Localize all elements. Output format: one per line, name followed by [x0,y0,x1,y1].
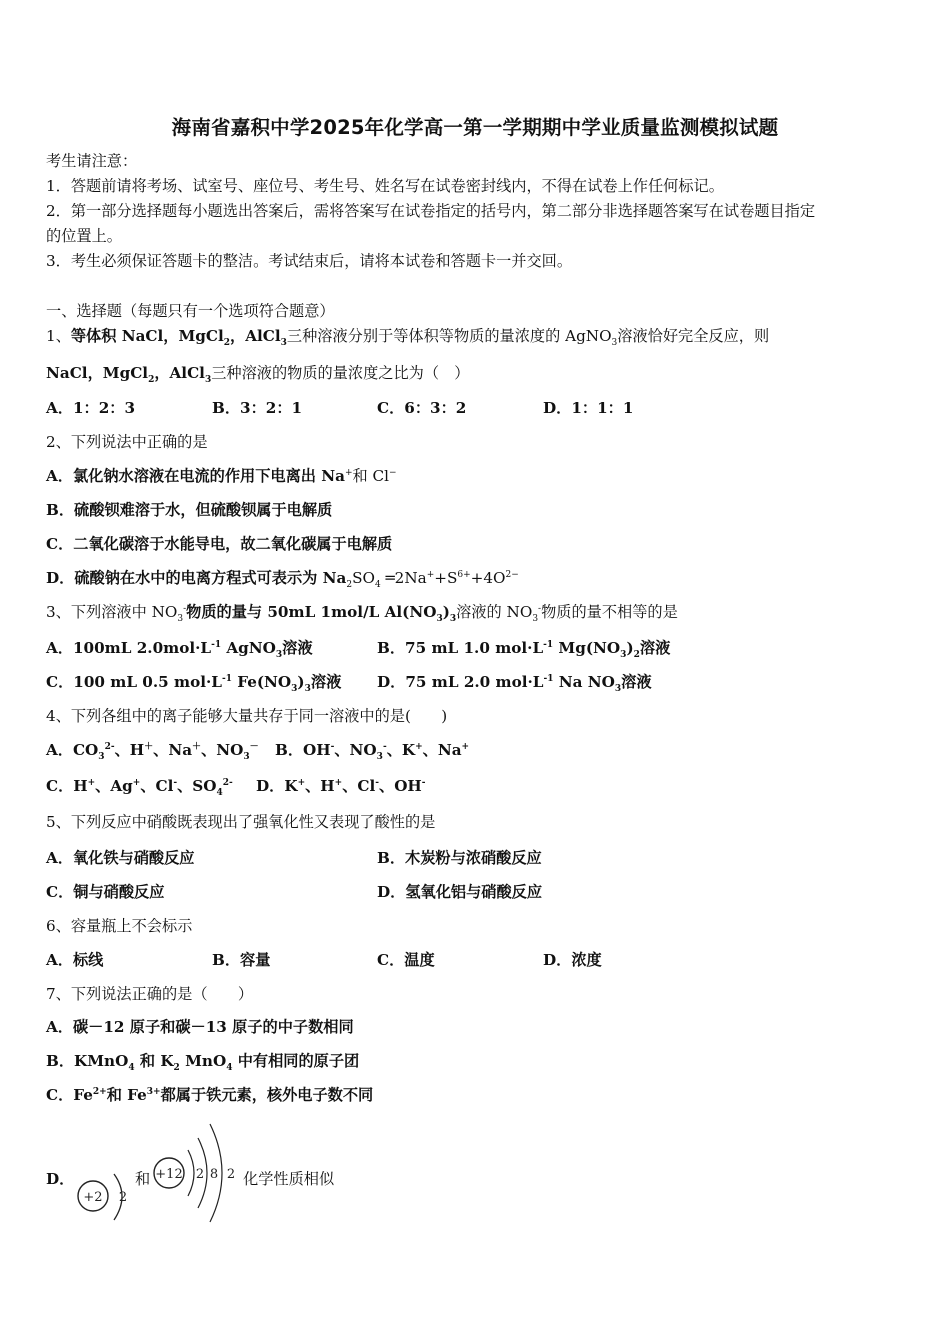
q5-option-d[interactable]: D．氢氧化铝与硝酸反应 [377,883,543,901]
notice-item: 1．答题前请将考场、试室号、座位号、考生号、姓名写在试卷密封线内，不得在试卷上作任何标记。 [46,177,724,195]
nucleus-charge: +2 [83,1190,103,1205]
q5-option-c[interactable]: C．铜与硝酸反应 [46,883,165,901]
q1-option-d[interactable]: D．1：1：1 [543,399,634,417]
q7-option-d[interactable]: D． [46,1170,75,1188]
question-number: 1、 [46,327,71,345]
question-3-stem: 3、下列溶液中 $NO_3^-$物质的量与 50mL 1mol/L $Al(NO_3)_3$溶液的 $NO_3^-$物质的量不相等的是 [46,603,678,625]
question-4-stem: 4、下列各组中的离子能够大量共存于同一溶液中的是( ) [46,707,448,725]
q2-option-b[interactable]: B．硫酸钡难溶于水，但硫酸钡属于电解质 [46,501,333,519]
q7-option-a[interactable]: A．碳－12 原子和碳－13 原子的中子数相同 [46,1018,354,1036]
q4-option-a[interactable]: A．$CO_3^{2-}$、H＋、Na＋、$NO_3^-$ [46,741,259,763]
q6-option-d[interactable]: D．浓度 [543,951,602,969]
and-label: 和 [135,1170,151,1188]
notice-heading: 考生请注意： [46,152,138,170]
notice-item: 的位置上。 [46,227,122,245]
shell-electron-count: 8 [209,1167,219,1182]
q6-option-c[interactable]: C．温度 [377,951,435,969]
q1-option-c[interactable]: C．6：3：2 [377,399,467,417]
q2-option-c[interactable]: C．二氧化碳溶于水能导电，故二氧化碳属于电解质 [46,535,393,553]
q5-option-b[interactable]: B．木炭粉与浓硝酸反应 [377,849,542,867]
q3-option-d[interactable]: D．75 mL 2.0 $mol\cdot L^{-1}$ Na $NO_3$溶液 [377,673,652,695]
atom-structure-diagram-magnesium [150,1116,242,1226]
question-5-stem: 5、下列反应中硝酸既表现出了强氧化性又表现了酸性的是 [46,813,436,831]
section-heading: 一、选择题（每题只有一个选项符合题意） [46,302,335,320]
q7-option-b[interactable]: B．KMnO$_4$ 和 $K_2$ MnO$_4$ 中有相同的原子团 [46,1052,360,1074]
question-6-stem: 6、容量瓶上不会标示 [46,917,193,935]
q1-option-b[interactable]: B．3：2：1 [212,399,303,417]
q7-option-c[interactable]: C．$Fe^{2+}$和 $Fe^{3+}$都属于铁元素，核外电子数不同 [46,1086,374,1104]
atom-structure-diagram-helium [70,1168,132,1228]
q2-option-a[interactable]: A．氯化钠水溶液在电流的作用下电离出 Na+和 Cl− [46,467,397,485]
notice-item: 2．第一部分选择题每小题选出答案后，需将答案写在试卷指定的括号内，第二部分非选择题答案写在试卷题目指定 [46,202,816,220]
q2-option-d[interactable]: D．硫酸钠在水中的电离方程式可表示为 $Na_2SO_4$ $═2Na^++S^{6+}+4O^{2-}$ [46,569,519,591]
q5-option-a[interactable]: A．氧化铁与硝酸反应 [46,849,195,867]
q1-option-a[interactable]: A．1：2：3 [46,399,136,417]
nucleus-charge: +12 [155,1167,183,1182]
q4-option-b[interactable]: B．OH-、$NO_3^-$、K+、Na+ [275,741,470,763]
q4-option-d[interactable]: D．K+、H+、Cl-、OH- [256,777,426,795]
q4-option-c[interactable]: C．H+、Ag+、Cl-、$SO_4^{2-}$ [46,777,233,799]
page-title: 海南省嘉积中学2025年化学高一第一学期期中学业质量监测模拟试题 [171,116,779,139]
question-1-stem: 1、等体积 NaCl，MgCl$_2$，AlCl$_3$三种溶液分别于等体积等物质的量浓度的 AgNO$_3$溶液恰好完全反应，则 [46,327,770,349]
shell-electron-count: 2 [226,1167,236,1182]
question-2-stem: 2、下列说法中正确的是 [46,433,208,451]
q3-option-c[interactable]: C．100 mL 0.5 $mol\cdot L^{-1}$ $Fe(NO_3)_3$溶液 [46,673,342,695]
question-7-stem: 7、下列说法正确的是（ ） [46,985,254,1003]
q6-option-a[interactable]: A．标线 [46,951,104,969]
shell-electron-count: 2 [118,1190,128,1205]
q3-option-a[interactable]: A．100mL $2.0mol\cdot L^{-1}$ AgNO$_3$溶液 [46,639,313,661]
q6-option-b[interactable]: B．容量 [212,951,271,969]
electron-shell-arc [188,1150,194,1196]
q3-option-b[interactable]: B．75 mL 1.0 $mol\cdot L^{-1}$ $Mg(NO_3)_2$溶液 [377,639,671,661]
shell-electron-count: 2 [195,1167,205,1182]
question-1-stem-cont: NaCl，MgCl$_2$，AlCl$_3$三种溶液的物质的量浓度之比为（ ） [46,364,470,386]
notice-item: 3．考生必须保证答题卡的整洁。考试结束后，请将本试卷和答题卡一并交回。 [46,252,573,270]
q7-option-d-tail: 化学性质相似 [243,1170,335,1188]
